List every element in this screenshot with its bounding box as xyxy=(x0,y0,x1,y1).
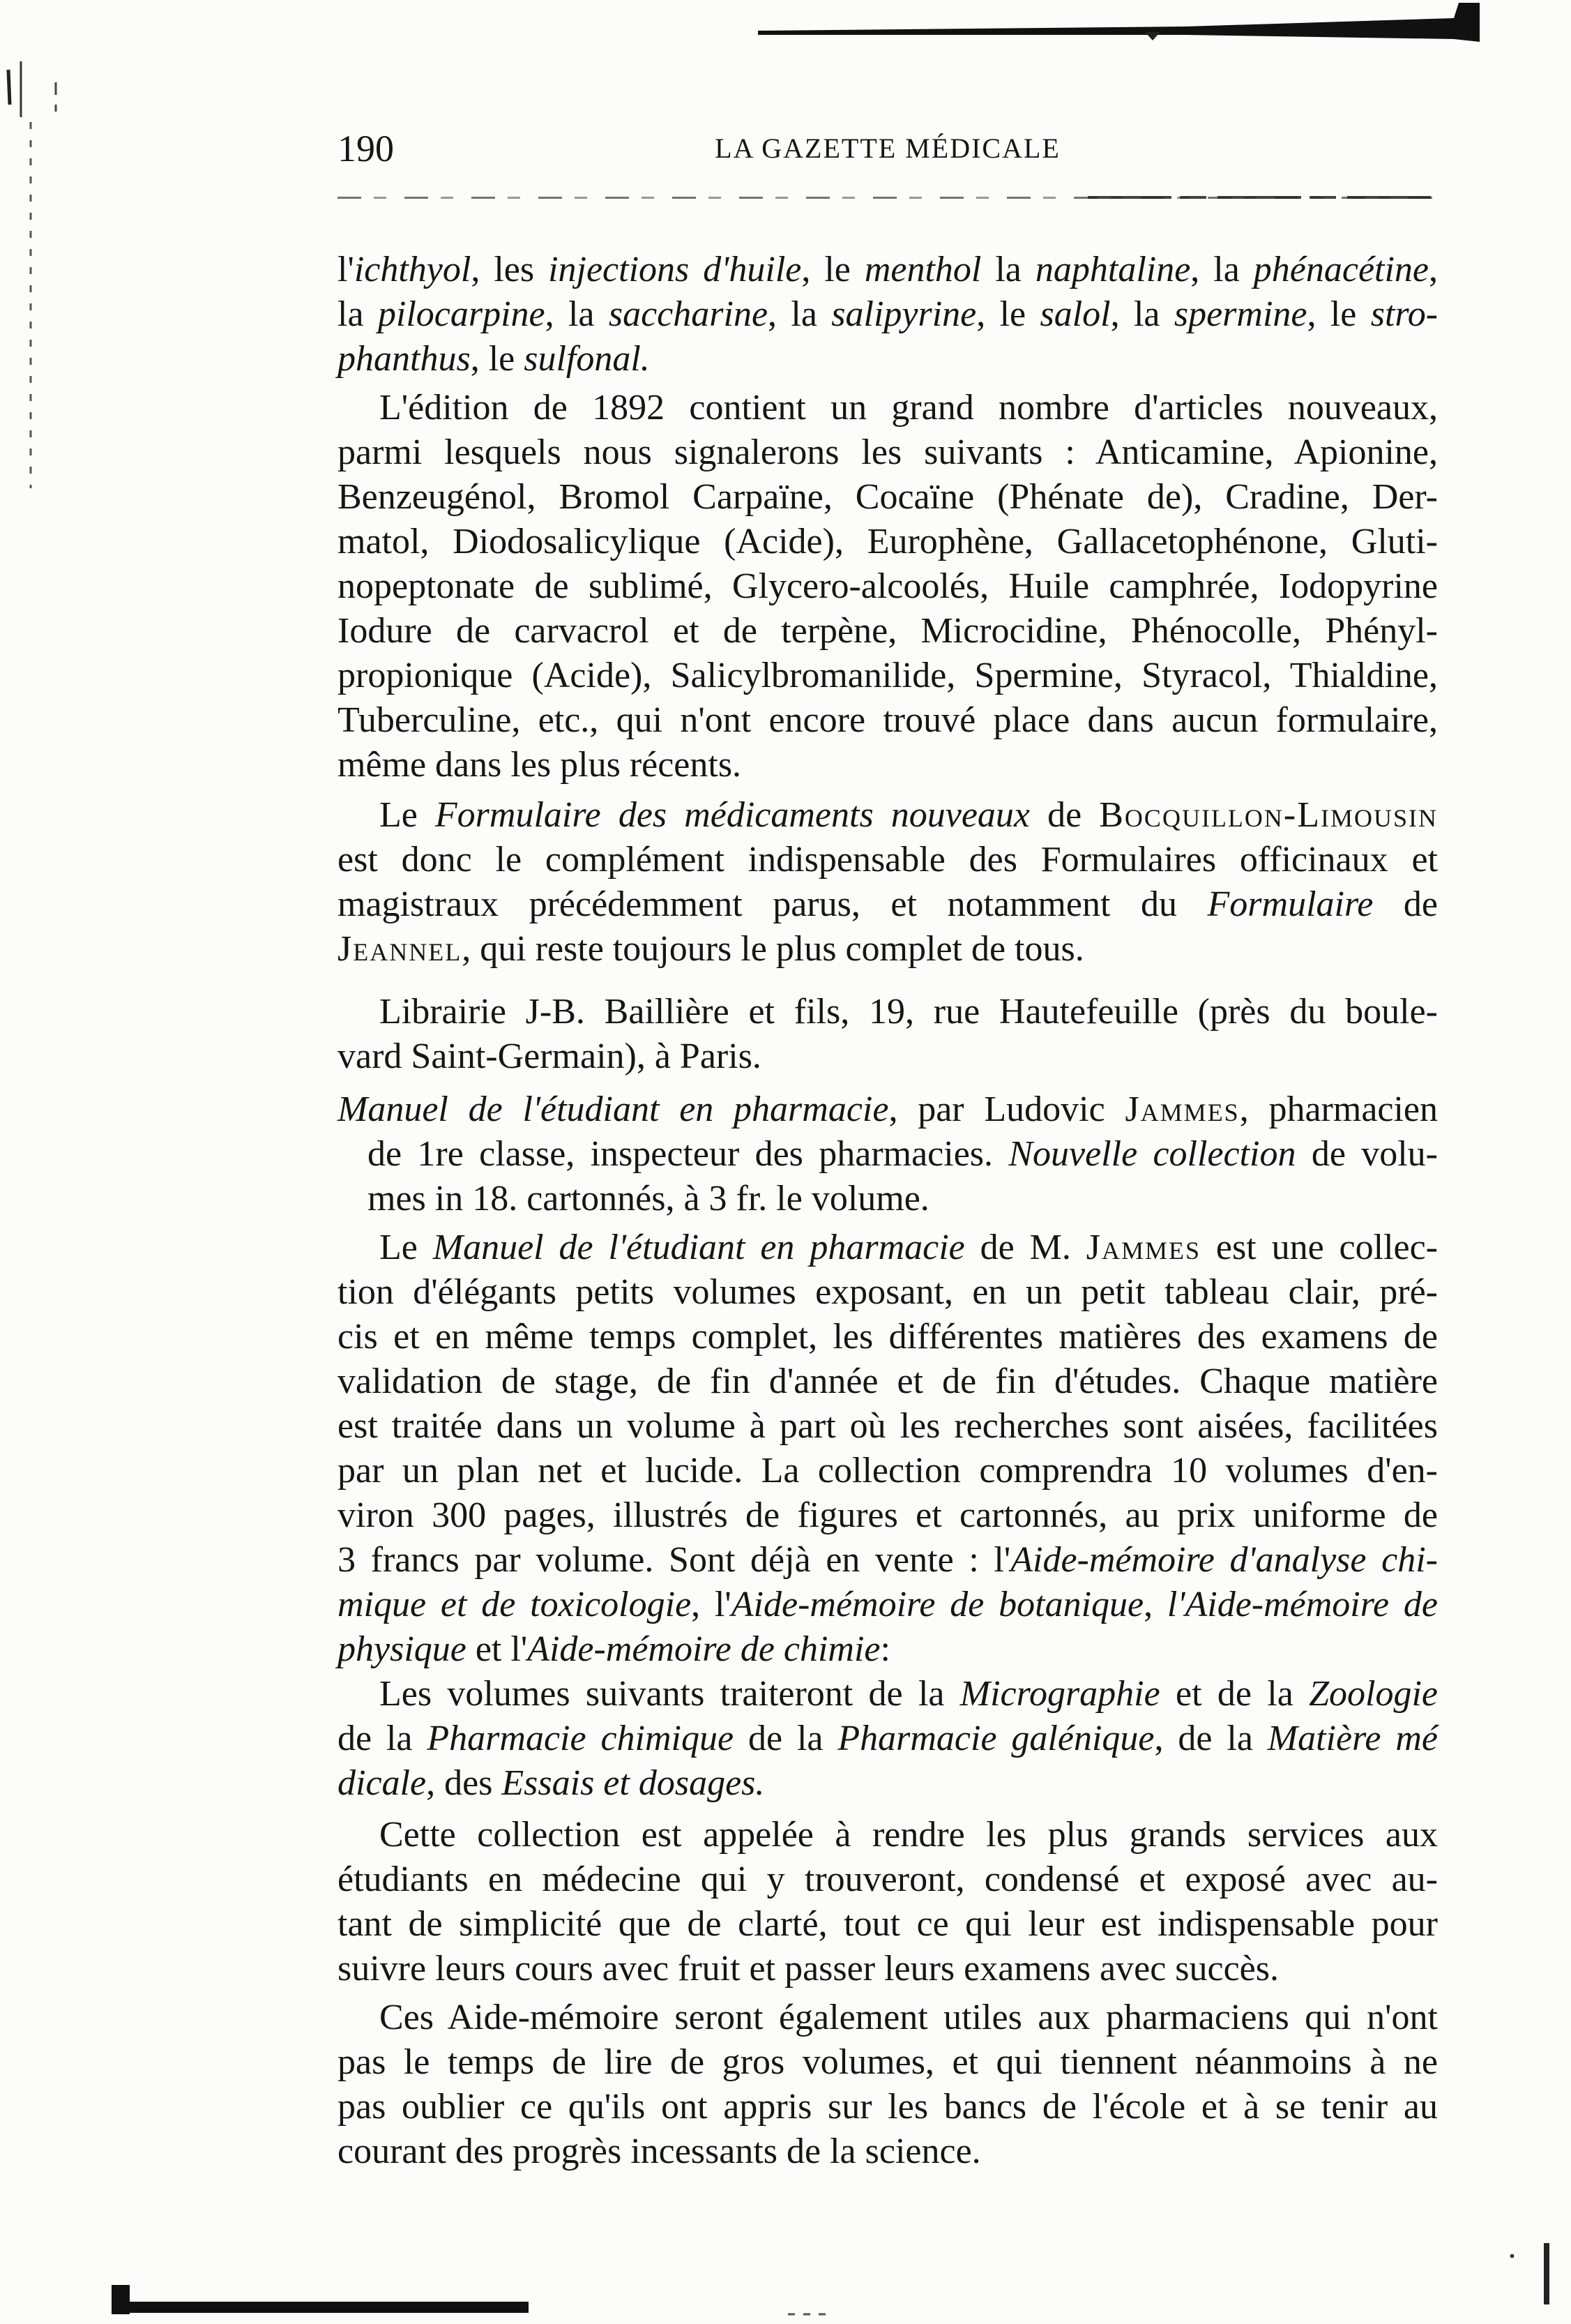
italic-text: Manuel de l'étudiant en pharmacie xyxy=(337,1089,889,1129)
text-line xyxy=(337,1583,1438,1627)
paragraph-librairie xyxy=(337,990,1438,1079)
text-run: , la xyxy=(1110,294,1174,334)
text-run: , des xyxy=(426,1763,502,1803)
text-run: magistraux précédemment parus, et notamment du xyxy=(337,884,1208,924)
text-run: Cette collection est appelée à rendre les plus grands services aux xyxy=(379,1815,1438,1855)
text-run: 3 francs par volume. Sont déjà en vente : l' xyxy=(337,1540,1011,1580)
text-line xyxy=(337,1225,1438,1270)
text-run: Librairie J-B. Baillière et fils, 19, rue Hautefeuille (près du boule- xyxy=(379,992,1438,1032)
text-line xyxy=(337,1034,1438,1079)
text-run: de xyxy=(1373,884,1438,924)
text-run: matol, Diodosalicylique (Acide), Europhène, Gallacetophénone, Gluti- xyxy=(337,522,1438,561)
page-number: 190 xyxy=(337,128,394,169)
text-line xyxy=(337,1493,1438,1538)
text-line xyxy=(337,609,1438,654)
text-run: mes in 18. cartonnés, à 3 fr. le volume. xyxy=(367,1179,929,1218)
italic-text: stro- xyxy=(1370,294,1439,334)
text-line xyxy=(337,386,1438,430)
text-line xyxy=(337,292,1438,337)
text-line xyxy=(337,1404,1438,1449)
text-run: tant de simplicité que de clarté, tout ce qui leur est indispensable pour xyxy=(337,1904,1438,1944)
paragraph-collection-purpose xyxy=(337,1813,1438,1991)
text-run: la xyxy=(981,250,1035,289)
text-run: , le xyxy=(1307,294,1371,334)
text-line xyxy=(337,475,1438,520)
text-run: : xyxy=(880,1629,890,1669)
text-line xyxy=(337,743,1438,787)
text-run: de volu- xyxy=(1296,1134,1438,1174)
text-line xyxy=(337,1315,1438,1359)
text-run: courant des progrès incessants de la science. xyxy=(337,2131,981,2171)
text-run: propionique (Acide), Salicylbromanilide, Spermine, Styracol, Thialdine, xyxy=(337,656,1438,695)
small-caps-name: Jammes xyxy=(1125,1089,1240,1129)
text-line xyxy=(337,1270,1438,1315)
italic-text: Formulaire xyxy=(1207,884,1374,924)
text-run: , xyxy=(1429,250,1439,289)
text-run: Ces Aide-mémoire seront également utiles aux pharmaciens qui n'ont xyxy=(379,1998,1438,2037)
text-line xyxy=(337,1813,1438,1857)
text-run: vard Saint-Germain), à Paris. xyxy=(337,1036,761,1076)
italic-text: naphtaline xyxy=(1035,250,1191,289)
italic-text: Aide-mémoire de chimie xyxy=(527,1629,881,1669)
paragraph-upcoming-volumes xyxy=(337,1672,1438,1806)
text-run: Le xyxy=(379,1228,433,1267)
text-line xyxy=(337,927,1438,972)
paragraph-drug-list-end xyxy=(337,248,1438,382)
text-line xyxy=(337,793,1438,838)
text-run: est une collec- xyxy=(1201,1228,1439,1267)
text-line xyxy=(337,1177,1438,1221)
italic-text: Pharmacie galénique xyxy=(837,1719,1155,1758)
text-line xyxy=(337,520,1438,564)
text-line xyxy=(337,1087,1438,1132)
text-line xyxy=(337,1761,1438,1806)
text-line xyxy=(337,430,1438,475)
text-run: de M. xyxy=(964,1228,1086,1267)
small-caps-name: Jammes xyxy=(1086,1228,1201,1267)
text-run: de 1re classe, inspecteur des pharmacies. xyxy=(367,1134,1009,1174)
small-caps-name: Bocquillon-Limousin xyxy=(1099,795,1438,835)
text-line xyxy=(337,1995,1438,2040)
text-line xyxy=(337,654,1438,698)
italic-text: salipyrine xyxy=(831,294,977,334)
text-run: validation de stage, de fin d'année et de fin d'études. Chaque matière xyxy=(337,1361,1438,1401)
italic-text: injections d'huile xyxy=(548,250,802,289)
text-run: pas oublier ce qu'ils ont appris sur les bancs de l'école et à se tenir au xyxy=(337,2087,1438,2127)
italic-text: phanthus xyxy=(337,339,471,379)
italic-text: sulfonal. xyxy=(524,339,650,379)
text-run: Tuberculine, etc., qui n'ont encore trouvé place dans aucun formulaire, xyxy=(337,700,1438,740)
text-run: par un plan net et lucide. La collection comprendra 10 volumes d'en- xyxy=(337,1451,1438,1491)
text-run: , le xyxy=(801,250,865,289)
italic-text: Nouvelle collection xyxy=(1008,1134,1296,1174)
italic-text: salol xyxy=(1040,294,1111,334)
bottom-right-speck xyxy=(1510,2254,1514,2258)
text-run: Benzeugénol, Bromol Carpaïne, Cocaïne (Phénate de), Cradine, Der- xyxy=(337,477,1438,517)
italic-text: pilocarpine xyxy=(377,294,545,334)
text-run: , xyxy=(1144,1585,1167,1624)
text-line xyxy=(337,2040,1438,2085)
italic-text: l'Aide-mémoire de xyxy=(1167,1585,1439,1624)
text-line xyxy=(337,248,1438,292)
text-run: nopeptonate de sublimé, Glycero-alcoolés, Huile camphrée, Iodopyrine xyxy=(337,566,1438,606)
italic-text: Zoologie xyxy=(1309,1674,1438,1714)
text-run: et de la xyxy=(1160,1674,1310,1714)
text-run: , l' xyxy=(691,1585,731,1624)
text-run: Le xyxy=(379,795,435,835)
text-run: , la xyxy=(545,294,609,334)
text-run: , de la xyxy=(1154,1719,1268,1758)
italic-text: physique xyxy=(337,1629,466,1669)
bottom-right-edge-mark xyxy=(1544,2243,1549,2304)
italic-text: phénacétine xyxy=(1253,250,1429,289)
italic-text: saccharine xyxy=(608,294,768,334)
text-run: , pharmacien xyxy=(1239,1089,1438,1129)
text-line xyxy=(337,1132,1438,1177)
italic-text: Matière mé xyxy=(1267,1719,1439,1758)
text-run: pas le temps de lire de gros volumes, et qui tiennent néanmoins à ne xyxy=(337,2042,1438,2082)
text-run: est donc le complément indispensable des Formulaires officinaux et xyxy=(337,840,1438,880)
italic-text: Essais et dosages. xyxy=(501,1763,765,1803)
bottom-left-bar xyxy=(112,2302,529,2313)
italic-text: spermine xyxy=(1174,294,1307,334)
paragraph-formulaire xyxy=(337,793,1438,972)
article-body xyxy=(337,248,1438,2174)
text-run: de la xyxy=(734,1719,838,1758)
text-run: de la xyxy=(337,1719,427,1758)
text-run: est traitée dans un volume à part où les recherches sont aisées, facilitées xyxy=(337,1406,1438,1446)
text-run: Iodure de carvacrol et de terpène, Microcidine, Phénocolle, Phényl- xyxy=(337,611,1438,651)
text-line xyxy=(337,2085,1438,2129)
text-line xyxy=(337,1449,1438,1493)
text-run: suivre leurs cours avec fruit et passer leurs examens avec succès. xyxy=(337,1949,1279,1989)
bottom-left-blob xyxy=(112,2285,130,2314)
text-run: la xyxy=(337,294,378,334)
text-run: , qui reste toujours le plus complet de tous. xyxy=(462,929,1084,969)
text-line xyxy=(337,2129,1438,2174)
italic-text: Micrographie xyxy=(959,1674,1160,1714)
text-line xyxy=(337,1716,1438,1761)
text-line xyxy=(337,1672,1438,1716)
text-run: , les xyxy=(471,250,549,289)
text-line xyxy=(337,698,1438,743)
text-line xyxy=(337,1902,1438,1947)
text-line xyxy=(337,337,1438,382)
text-line xyxy=(337,1947,1438,1991)
text-run: même dans les plus récents. xyxy=(337,745,742,785)
text-line xyxy=(337,990,1438,1034)
italic-text: dicale xyxy=(337,1763,427,1803)
text-run: parmi lesquels nous signalerons les suivants : Anticamine, Apionine, xyxy=(337,432,1438,472)
italic-text: Aide-mémoire de botanique xyxy=(731,1585,1144,1624)
top-binding-shadow xyxy=(758,3,1480,42)
paragraph-aide-memoire-pharmaciens xyxy=(337,1995,1438,2174)
text-run: viron 300 pages, illustrés de figures et cartonnés, au prix uniforme de xyxy=(337,1495,1438,1535)
italic-text: ichthyol xyxy=(354,250,471,289)
left-edge-mark xyxy=(8,70,10,105)
top-shadow-notch xyxy=(1145,32,1160,40)
text-line xyxy=(337,1857,1438,1902)
text-line xyxy=(337,1359,1438,1404)
paragraph-manuel-description xyxy=(337,1225,1438,1672)
text-line xyxy=(337,838,1438,882)
text-run: , la xyxy=(1190,250,1254,289)
paragraph-book-notice xyxy=(337,1087,1438,1221)
text-run: l' xyxy=(337,250,354,289)
italic-text: Aide-mémoire d'analyse chi- xyxy=(1010,1540,1439,1580)
running-head xyxy=(337,124,1438,173)
header-rule-right xyxy=(1088,196,1438,199)
text-run: étudiants en médecine qui y trouveront, condensé et exposé avec au- xyxy=(337,1859,1438,1899)
text-run: cis et en même temps complet, les différentes matières des examens de xyxy=(337,1317,1438,1357)
italic-text: menthol xyxy=(864,250,982,289)
text-line xyxy=(337,1627,1438,1672)
text-run: tion d'élégants petits volumes exposant, en un petit tableau clair, pré- xyxy=(337,1272,1438,1312)
text-line xyxy=(337,882,1438,927)
italic-text: Formulaire des médicaments nouveaux xyxy=(434,795,1031,835)
text-run: , par Ludovic xyxy=(888,1089,1125,1129)
text-line xyxy=(337,564,1438,609)
text-run: , le xyxy=(470,339,524,379)
small-caps-name: Jeannel xyxy=(337,929,462,969)
text-run: et l' xyxy=(466,1629,528,1669)
paragraph-edition-1892 xyxy=(337,386,1438,787)
text-run: , le xyxy=(976,294,1040,334)
italic-text: mique et de toxicologie xyxy=(337,1585,692,1624)
text-run: de xyxy=(1030,795,1100,835)
text-run: , la xyxy=(768,294,832,334)
text-line xyxy=(337,1538,1438,1583)
italic-text: Pharmacie chimique xyxy=(427,1719,734,1758)
text-run: Les volumes suivants traiteront de la xyxy=(379,1674,960,1714)
text-run: L'édition de 1892 contient un grand nombre d'articles nouveaux, xyxy=(379,388,1438,428)
journal-title: LA GAZETTE MÉDICALE xyxy=(715,133,1061,164)
italic-text: Manuel de l'étudiant en pharmacie xyxy=(432,1228,965,1267)
